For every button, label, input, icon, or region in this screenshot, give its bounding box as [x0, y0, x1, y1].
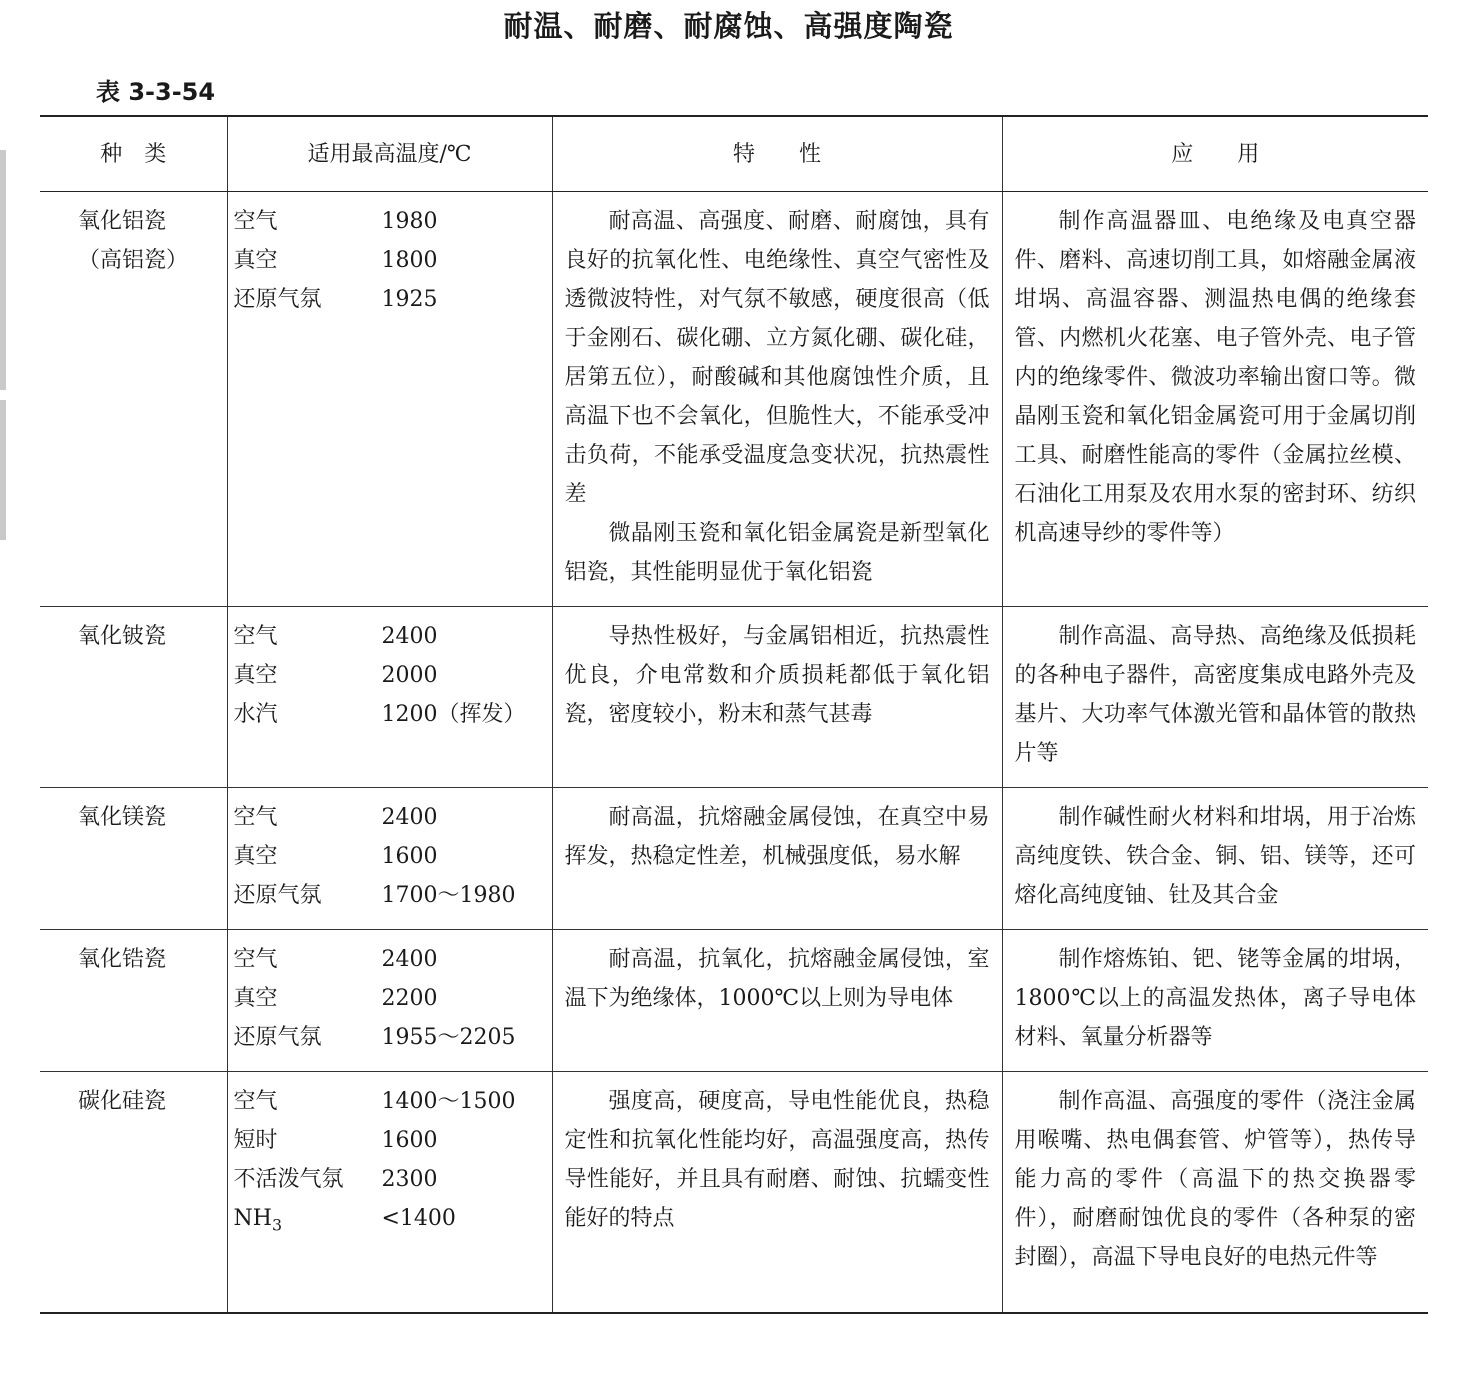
temp-cell: [227, 607, 552, 788]
header-properties: 特 性: [552, 116, 1002, 192]
kind-cell: [40, 607, 227, 788]
table-row: [40, 1072, 1428, 1314]
header-applications: 应 用: [1002, 116, 1428, 192]
properties-cell: [552, 930, 1002, 1072]
page-title: 耐温、耐磨、耐腐蚀、高强度陶瓷: [503, 9, 954, 43]
temp-condition: 还原气氛: [233, 287, 322, 312]
temp-condition: [234, 1199, 382, 1238]
properties-paragraph: 耐高温，抗熔融金属侵蚀，在真空中易挥发，热稳定性差，机械强度低，易水解: [564, 805, 990, 869]
table-row: [40, 788, 1428, 930]
temp-entry: [234, 979, 552, 1018]
header-row: [40, 116, 1428, 192]
kind-alias: （高铝瓷）: [78, 248, 189, 273]
temp-condition-subscript: 3: [271, 1215, 283, 1235]
temp-condition: 空气: [233, 209, 278, 234]
table-row: [40, 192, 1428, 607]
temp-value: 2400: [381, 947, 438, 972]
temp-entry: [234, 695, 552, 734]
properties-paragraph: 耐高温、高强度、耐磨、耐腐蚀，具有良好的抗氧化性、电绝缘性、真空气密性及透微波特性，对气氛不敏感，硬度很高（低于金刚石、碳化硼、立方氮化硼、碳化硅，居第五位），耐酸碱和其他腐蚀性介质，且高温下也不会氧化，但脆性大，不能承受冲击负荷，不能承受温度急变状况，抗热震性差: [564, 209, 990, 507]
applications-cell: [1002, 788, 1428, 930]
temp-value: 1800: [381, 248, 438, 273]
temp-cell: [227, 1072, 552, 1314]
temp-value: 1980: [381, 209, 438, 234]
properties-paragraph: 微晶刚玉瓷和氧化铝金属瓷是新型氧化铝瓷，其性能明显优于氧化铝瓷: [564, 521, 990, 585]
temp-cell: [227, 788, 552, 930]
temp-entry: [234, 1082, 552, 1121]
applications-paragraph: 制作高温、高强度的零件（浇注金属用喉嘴、热电偶套管、炉管等），热传导能力高的零件（高温下的热交换器零件），耐磨耐蚀优良的零件（各种泵的密封圈），高温下导电良好的电热元件等: [1014, 1089, 1416, 1270]
kind-cell: [40, 788, 227, 930]
temp-condition: 不活泼气氛: [233, 1167, 344, 1192]
properties-cell: [552, 192, 1002, 607]
temp-value: 2400: [381, 805, 438, 830]
applications-paragraph: 制作碱性耐火材料和坩埚，用于冶炼高纯度铁、铁合金、铜、铝、镁等，还可熔化高纯度铀、钍及其合金: [1014, 805, 1416, 908]
scan-edge-strip: [0, 150, 6, 390]
kind-name: 氧化铍瓷: [78, 624, 167, 649]
applications-cell: [1002, 930, 1428, 1072]
temp-condition-formula: NH: [233, 1206, 272, 1231]
temp-condition: 还原气氛: [233, 883, 322, 908]
temp-condition: 还原气氛: [233, 1025, 322, 1050]
temp-entry: [234, 1018, 552, 1057]
temp-value: 2000: [381, 663, 438, 688]
temp-condition: 空气: [233, 947, 278, 972]
header-kind: 种 类: [40, 116, 227, 192]
temp-condition: 真空: [233, 248, 278, 273]
temp-value: 2300: [381, 1167, 438, 1192]
temp-condition: 水汽: [233, 702, 278, 727]
scan-edge-strip: [0, 400, 6, 540]
applications-cell: [1002, 192, 1428, 607]
applications-paragraph: 制作熔炼铂、钯、铑等金属的坩埚，1800℃以上的高温发热体，离子导电体材料、氧量分析器等: [1014, 947, 1416, 1050]
kind-name: 氧化镁瓷: [78, 805, 167, 830]
temp-condition: 短时: [233, 1128, 278, 1153]
properties-paragraph: 强度高，硬度高，导电性能优良，热稳定性和抗氧化性能均好，高温强度高，热传导性能好，并且具有耐磨、耐蚀、抗蠕变性能好的特点: [564, 1089, 990, 1231]
temp-value: 1700～1980: [381, 883, 516, 908]
temp-condition: 真空: [233, 663, 278, 688]
kind-name: 氧化锆瓷: [78, 947, 167, 972]
temp-value: 2400: [381, 624, 438, 649]
properties-paragraph: 耐高温，抗氧化，抗熔融金属侵蚀，室温下为绝缘体，1000℃以上则为导电体: [564, 947, 990, 1011]
temp-condition: 真空: [233, 986, 278, 1011]
temp-entry: [234, 1160, 552, 1199]
applications-paragraph: 制作高温、高导热、高绝缘及低损耗的各种电子器件，高密度集成电路外壳及基片、大功率气体激光管和晶体管的散热片等: [1014, 624, 1416, 766]
applications-cell: [1002, 607, 1428, 788]
applications-cell: [1002, 1072, 1428, 1314]
applications-paragraph: 制作高温器皿、电绝缘及电真空器件、磨料、高速切削工具，如熔融金属液坩埚、高温容器、测温热电偶的绝缘套管、内燃机火花塞、电子管外壳、电子管内的绝缘零件、微波功率输出窗口等。微晶刚玉瓷和氧化铝金属瓷可用于金属切削工具、耐磨性能高的零件（金属拉丝模、石油化工用泵及农用水泵的密封环、纺织机高速导纱的零件等）: [1014, 209, 1416, 546]
ceramics-table: [40, 115, 1428, 1314]
temp-entry: [234, 798, 552, 837]
temp-entry: [234, 202, 552, 241]
temp-condition: 空气: [233, 624, 278, 649]
properties-cell: [552, 1072, 1002, 1314]
temp-entry: [234, 617, 552, 656]
temp-cell: [227, 930, 552, 1072]
kind-cell: [40, 930, 227, 1072]
temp-condition: 空气: [233, 1089, 278, 1114]
temp-value: 2200: [381, 986, 438, 1011]
temp-value: 1200（挥发）: [381, 702, 526, 727]
temp-entry: [234, 876, 552, 915]
temp-value: 1600: [381, 844, 438, 869]
temp-condition: 空气: [233, 805, 278, 830]
temp-entry: [234, 1199, 552, 1238]
kind-name: 氧化铝瓷: [78, 209, 167, 234]
table-row: [40, 607, 1428, 788]
properties-paragraph: 导热性极好，与金属铝相近，抗热震性优良，介电常数和介质损耗都低于氧化铝瓷，密度较小，粉末和蒸气甚毒: [564, 624, 990, 727]
temp-value: 1400～1500: [381, 1089, 516, 1114]
temp-cell: [227, 192, 552, 607]
table-number: 表 3-3-54: [96, 78, 216, 106]
temp-condition: 真空: [233, 844, 278, 869]
temp-value: 1600: [381, 1128, 438, 1153]
kind-name: 碳化硅瓷: [78, 1089, 167, 1114]
temp-value: 1925: [381, 287, 438, 312]
table-row: [40, 930, 1428, 1072]
temp-entry: [234, 837, 552, 876]
temp-entry: [234, 940, 552, 979]
properties-cell: [552, 788, 1002, 930]
temp-entry: [234, 1121, 552, 1160]
header-max-temp: 适用最高温度/℃: [227, 116, 552, 192]
kind-cell: [40, 192, 227, 607]
temp-entry: [234, 656, 552, 695]
temp-entry: [234, 280, 552, 319]
properties-cell: [552, 607, 1002, 788]
kind-cell: [40, 1072, 227, 1314]
temp-value: <1400: [381, 1206, 456, 1231]
temp-value: 1955～2205: [381, 1025, 516, 1050]
temp-entry: [234, 241, 552, 280]
